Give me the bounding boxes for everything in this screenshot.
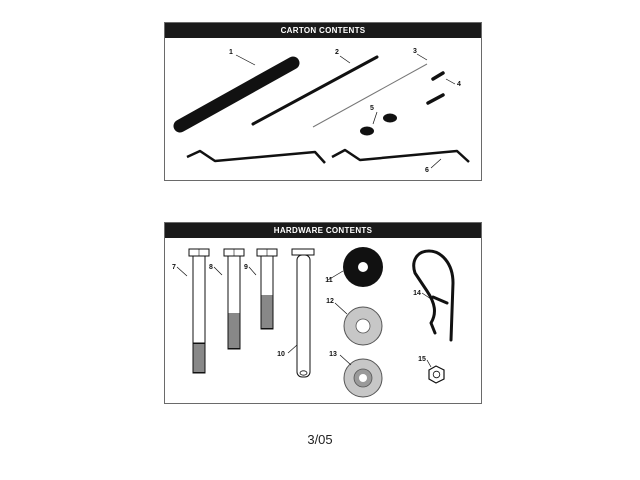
callout-11: 11 [325, 277, 333, 284]
bent-bracket-left [187, 151, 325, 163]
callout-3: 3 [413, 48, 417, 55]
callout-9: 9 [244, 264, 248, 271]
hardware-contents-panel [164, 222, 482, 404]
hex-nut [429, 366, 444, 383]
bolt-medium [224, 249, 244, 349]
flat-washers [360, 114, 397, 136]
small-pins [428, 73, 443, 103]
callout-13: 13 [329, 351, 337, 358]
hardware-contents-title: HARDWARE CONTENTS [165, 223, 481, 238]
spacer-washer [344, 359, 382, 397]
bolt-short [257, 249, 277, 329]
wire-thin [313, 64, 427, 127]
rod-long [253, 57, 377, 124]
callout-10: 10 [277, 351, 285, 358]
callout-4: 4 [457, 81, 461, 88]
callout-15: 15 [418, 356, 426, 363]
callout-12: 12 [326, 298, 334, 305]
flat-washer [344, 307, 382, 345]
callout-1: 1 [229, 49, 233, 56]
callout-6: 6 [425, 167, 429, 174]
handle-tube [180, 63, 293, 126]
callout-14: 14 [413, 290, 421, 297]
bolt-long [189, 249, 209, 373]
carton-contents-panel [164, 22, 482, 181]
page-number: 3/05 [307, 432, 333, 447]
bent-bracket-right [332, 150, 469, 162]
carton-contents-illustration [165, 23, 481, 180]
callout-7: 7 [172, 264, 176, 271]
callout-2: 2 [335, 49, 339, 56]
clevis-pin [292, 249, 314, 377]
hardware-contents-illustration [165, 223, 481, 403]
callout-8: 8 [209, 264, 213, 271]
carton-contents-title: CARTON CONTENTS [165, 23, 481, 38]
rubber-washer [343, 247, 383, 287]
callout-5: 5 [370, 105, 374, 112]
